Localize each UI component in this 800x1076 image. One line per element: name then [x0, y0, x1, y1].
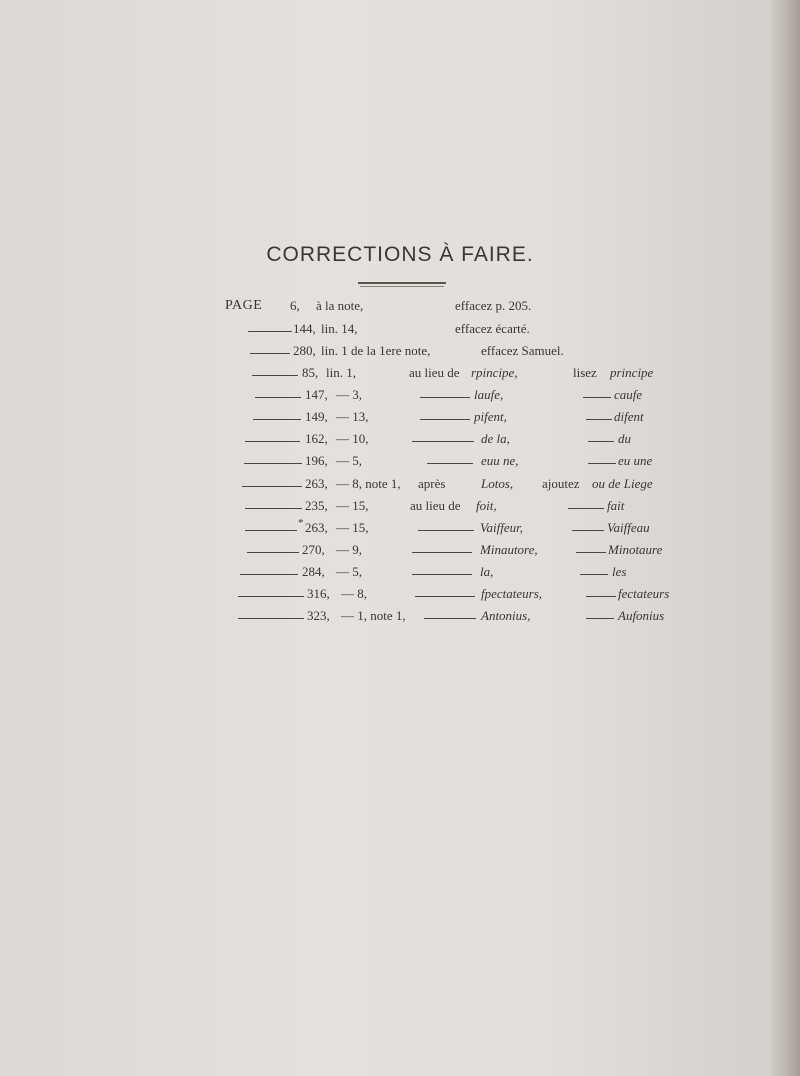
correction-action: effacez écarté. — [455, 321, 530, 336]
ditto-dash — [245, 530, 297, 531]
wrong-text: laufe, — [474, 387, 504, 402]
page-number: 323, — [307, 608, 330, 623]
wrong-text: Vaiffeur, — [480, 520, 523, 535]
prefix-text: au lieu de — [410, 498, 461, 513]
line-ref: — 5, — [336, 453, 362, 468]
errata-row — [0, 608, 780, 630]
page-label: PAGE — [225, 298, 263, 313]
errata-row — [0, 498, 780, 520]
line-ref: — 8, note 1, — [336, 476, 401, 491]
ditto-dash — [586, 596, 616, 597]
title-rule — [358, 282, 446, 284]
page-number: 162, — [305, 431, 328, 446]
ditto-dash — [245, 508, 302, 509]
page-number: 235, — [305, 498, 328, 513]
page-number: 263, — [305, 520, 328, 535]
fix-text: fectateurs — [618, 586, 670, 601]
ditto-dash — [250, 353, 290, 354]
ditto-dash — [424, 618, 476, 619]
page-number: 316, — [307, 586, 330, 601]
line-ref: — 1, note 1, — [341, 608, 406, 623]
errata-row — [0, 453, 780, 475]
ditto-dash — [588, 463, 616, 464]
prefix-text: après — [418, 476, 446, 491]
ditto-dash — [412, 441, 474, 442]
ditto-dash — [252, 375, 298, 376]
ditto-dash — [412, 552, 472, 553]
ditto-dash — [244, 463, 302, 464]
ditto-dash — [253, 419, 301, 420]
errata-row — [0, 431, 780, 453]
page-title: CORRECTIONS À FAIRE. — [266, 243, 534, 266]
ditto-dash — [240, 574, 298, 575]
ditto-dash — [427, 463, 473, 464]
title-rule-thin — [360, 286, 444, 287]
line-ref: — 9, — [336, 542, 362, 557]
ditto-dash — [415, 596, 475, 597]
ditto-dash — [420, 397, 470, 398]
wrong-text: euu ne, — [481, 453, 519, 468]
fix-text: caufe — [614, 387, 643, 402]
line-ref: à la note, — [316, 298, 364, 313]
wrong-text: Antonius, — [481, 608, 531, 623]
ditto-dash — [583, 397, 611, 398]
fix-text: ou de Liege — [592, 476, 653, 491]
ditto-dash — [242, 486, 302, 487]
page-number: 196, — [305, 453, 328, 468]
ditto-dash — [586, 618, 614, 619]
line-ref: lin. 14, — [321, 321, 358, 336]
errata-row — [0, 564, 780, 586]
ditto-dash — [418, 530, 474, 531]
page-number: 280, — [293, 343, 316, 358]
line-ref: lin. 1, — [326, 365, 356, 380]
wrong-text: foit, — [476, 498, 497, 513]
fix-text: les — [612, 564, 627, 579]
page-number: 85, — [302, 365, 319, 380]
line-ref: — 13, — [336, 409, 369, 424]
line-ref: — 5, — [336, 564, 362, 579]
errata-row — [0, 542, 780, 564]
wrong-text: Lotos, — [481, 476, 514, 491]
page-number: 270, — [302, 542, 325, 557]
errata-header-row — [0, 298, 780, 320]
line-ref: lin. 1 de la 1ere note, — [321, 343, 431, 358]
page-number: 147, — [305, 387, 328, 402]
ditto-dash — [568, 508, 604, 509]
page-number: 144, — [293, 321, 316, 336]
errata-row — [0, 321, 780, 343]
fix-text: principe — [610, 365, 654, 380]
page-number: 263, — [305, 476, 328, 491]
page-number: 284, — [302, 564, 325, 579]
wrong-text: de la, — [481, 431, 510, 446]
fix-text: Aufonius — [618, 608, 665, 623]
errata-row — [0, 343, 780, 365]
ditto-dash — [580, 574, 608, 575]
ditto-dash — [238, 596, 304, 597]
line-ref: — 15, — [336, 520, 369, 535]
line-ref: — 3, — [336, 387, 362, 402]
ditto-dash — [245, 441, 300, 442]
page-number: 149, — [305, 409, 328, 424]
wrong-text: Minautore, — [480, 542, 538, 557]
fix-text: Vaiffeau — [607, 520, 650, 535]
ditto-dash — [576, 552, 606, 553]
page-number: 6, — [290, 298, 300, 313]
line-ref: — 8, — [341, 586, 367, 601]
fix-text: difent — [614, 409, 644, 424]
fix-prefix-text: lisez — [573, 365, 597, 380]
prefix-text: au lieu de — [409, 365, 460, 380]
errata-row — [0, 586, 780, 608]
wrong-text: la, — [480, 564, 494, 579]
line-ref: — 15, — [336, 498, 369, 513]
ditto-dash — [247, 552, 299, 553]
ditto-dash — [255, 397, 301, 398]
fix-text: fait — [607, 498, 625, 513]
wrong-text: pifent, — [474, 409, 507, 424]
errata-row — [0, 476, 780, 498]
correction-action: effacez p. 205. — [455, 298, 532, 313]
ditto-dash — [238, 618, 304, 619]
correction-action: effacez Samuel. — [481, 343, 564, 358]
errata-row — [0, 517, 780, 542]
fix-text: Minotaure — [608, 542, 663, 557]
fix-prefix-text: ajoutez — [542, 476, 580, 491]
ditto-dash — [586, 419, 612, 420]
asterisk-mark: * — [298, 517, 304, 529]
errata-row — [0, 409, 780, 431]
ditto-dash — [412, 574, 472, 575]
fix-text: eu une — [618, 453, 653, 468]
line-ref: — 10, — [336, 431, 369, 446]
ditto-dash — [420, 419, 470, 420]
wrong-text: rpincipe, — [471, 365, 518, 380]
errata-row — [0, 387, 780, 409]
ditto-dash — [248, 331, 292, 332]
wrong-text: fpectateurs, — [481, 586, 543, 601]
fix-text: du — [618, 431, 631, 446]
errata-row — [0, 365, 780, 387]
ditto-dash — [588, 441, 614, 442]
ditto-dash — [572, 530, 604, 531]
